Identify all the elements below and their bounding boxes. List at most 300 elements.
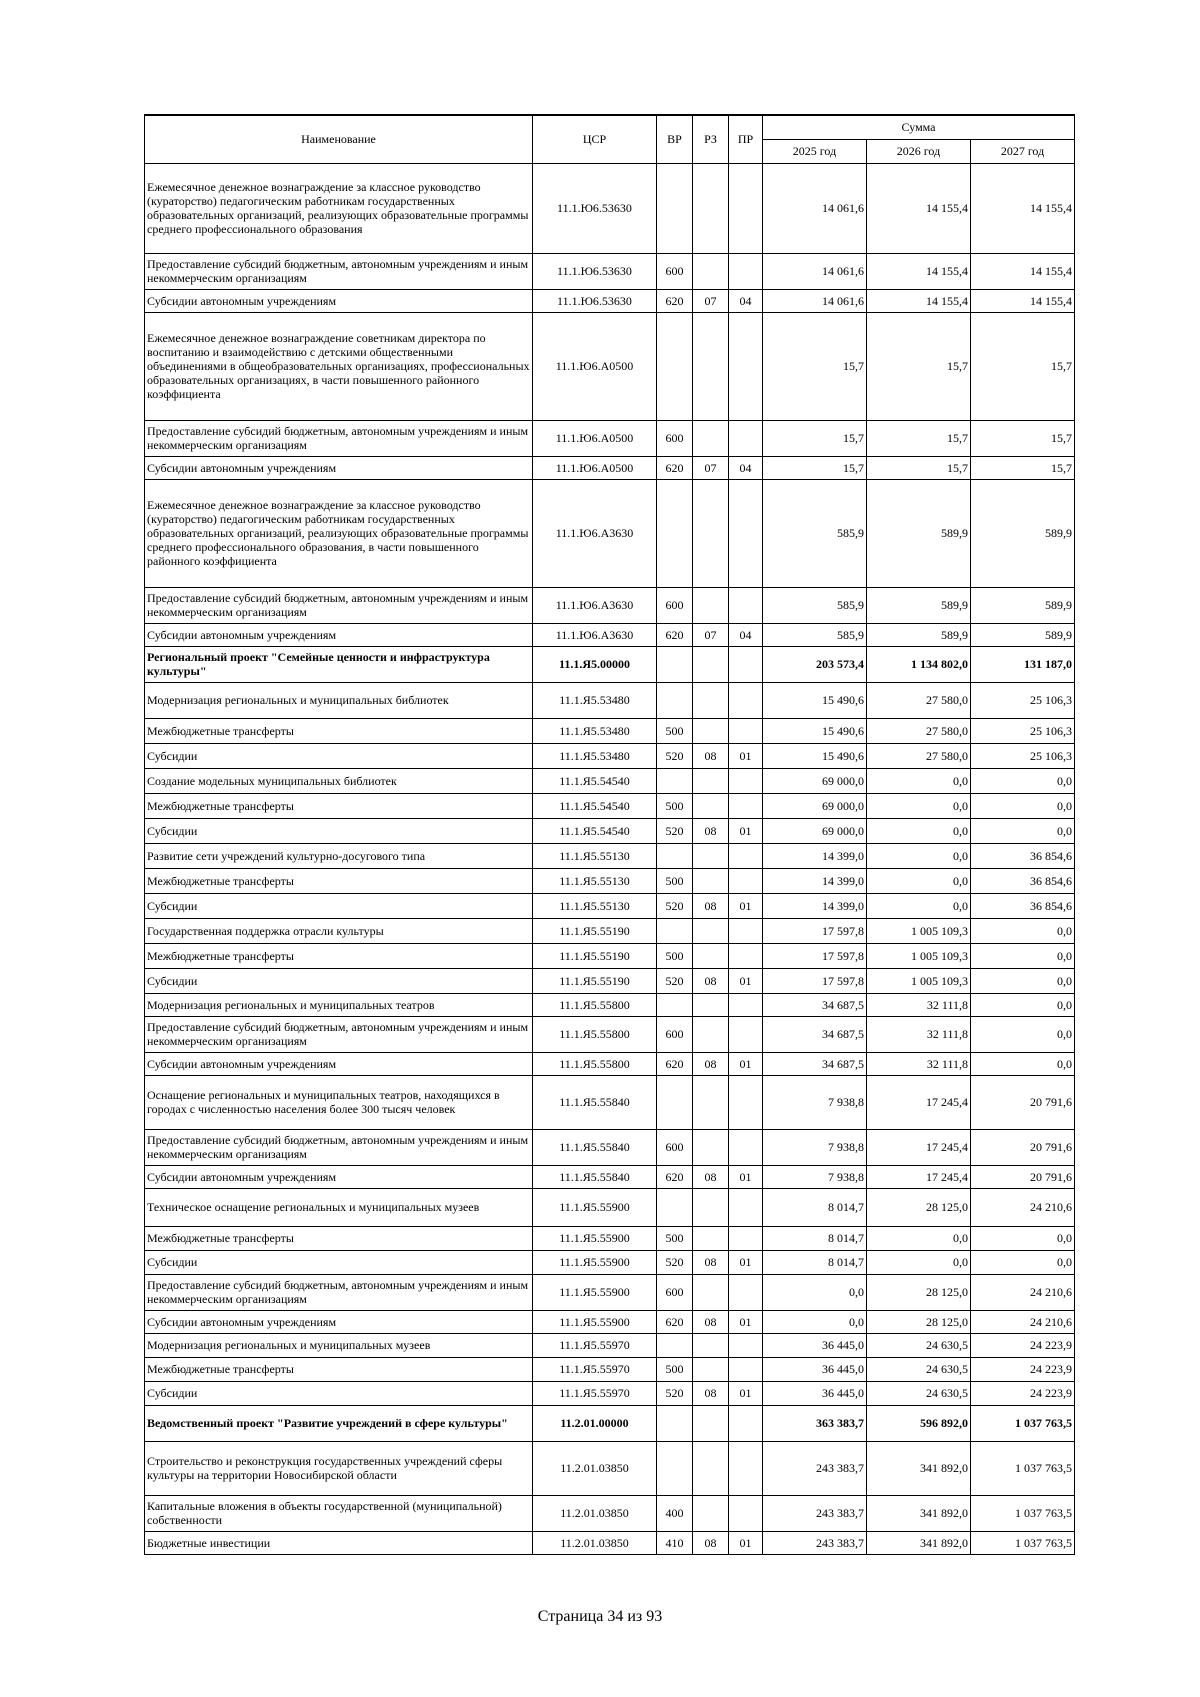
cell-vr xyxy=(657,312,693,420)
cell-2026: 589,9 xyxy=(867,479,971,587)
cell-pr: 04 xyxy=(729,623,763,646)
cell-2026: 0,0 xyxy=(867,1250,971,1274)
cell-csr: 11.1.Я5.54540 xyxy=(533,818,657,843)
table-row xyxy=(145,1333,1075,1357)
cell-vr xyxy=(657,479,693,587)
cell-pr: 01 xyxy=(729,1250,763,1274)
cell-2026: 15,7 xyxy=(867,312,971,420)
cell-name: Межбюджетные трансферты xyxy=(145,793,533,818)
cell-name: Субсидии автономным учреждениям xyxy=(145,289,533,312)
cell-pr xyxy=(729,1333,763,1357)
budget-table xyxy=(144,114,1075,1555)
cell-rz: 07 xyxy=(693,289,729,312)
cell-2026: 341 892,0 xyxy=(867,1531,971,1554)
table-row xyxy=(145,1357,1075,1381)
cell-2027: 0,0 xyxy=(971,993,1075,1016)
cell-2025: 585,9 xyxy=(763,479,867,587)
table-row xyxy=(145,718,1075,743)
cell-2027: 14 155,4 xyxy=(971,163,1075,253)
cell-rz xyxy=(693,587,729,623)
cell-2026: 17 245,4 xyxy=(867,1165,971,1188)
cell-pr xyxy=(729,1495,763,1531)
cell-2027: 0,0 xyxy=(971,818,1075,843)
cell-vr xyxy=(657,163,693,253)
cell-rz: 08 xyxy=(693,743,729,768)
cell-vr: 410 xyxy=(657,1531,693,1554)
table-row xyxy=(145,253,1075,289)
cell-vr: 600 xyxy=(657,1274,693,1310)
cell-rz xyxy=(693,479,729,587)
cell-2025: 15,7 xyxy=(763,420,867,456)
cell-csr: 11.1.Я5.53480 xyxy=(533,743,657,768)
cell-2025: 7 938,8 xyxy=(763,1075,867,1129)
cell-2025: 243 383,7 xyxy=(763,1441,867,1495)
cell-vr: 600 xyxy=(657,1016,693,1052)
cell-name: Модернизация региональных и муниципальных театров xyxy=(145,993,533,1016)
cell-2027: 0,0 xyxy=(971,793,1075,818)
cell-csr: 11.1.Я5.53480 xyxy=(533,718,657,743)
page-number: Страница 34 из 93 xyxy=(537,1608,663,1625)
cell-rz xyxy=(693,646,729,682)
cell-2027: 589,9 xyxy=(971,587,1075,623)
cell-rz xyxy=(693,868,729,893)
cell-2026: 1 005 109,3 xyxy=(867,968,971,993)
cell-vr: 620 xyxy=(657,456,693,479)
cell-csr: 11.1.Я5.55800 xyxy=(533,993,657,1016)
cell-vr xyxy=(657,768,693,793)
cell-2027: 36 854,6 xyxy=(971,893,1075,918)
cell-2025: 17 597,8 xyxy=(763,968,867,993)
cell-vr: 500 xyxy=(657,1226,693,1250)
cell-2027: 20 791,6 xyxy=(971,1165,1075,1188)
cell-name: Субсидии автономным учреждениям xyxy=(145,1310,533,1333)
cell-csr: 11.1.Я5.55840 xyxy=(533,1129,657,1165)
header-year-2026: 2026 год xyxy=(867,139,971,163)
cell-2027: 24 210,6 xyxy=(971,1310,1075,1333)
cell-csr: 11.1.Я5.55900 xyxy=(533,1188,657,1226)
table-row xyxy=(145,743,1075,768)
cell-pr xyxy=(729,1075,763,1129)
cell-2027: 131 187,0 xyxy=(971,646,1075,682)
cell-2025: 14 399,0 xyxy=(763,868,867,893)
cell-2026: 27 580,0 xyxy=(867,718,971,743)
cell-2027: 0,0 xyxy=(971,1052,1075,1075)
header-year-2027: 2027 год xyxy=(971,139,1075,163)
cell-2027: 20 791,6 xyxy=(971,1075,1075,1129)
table-row xyxy=(145,163,1075,253)
cell-csr: 11.1.Ю6.А3630 xyxy=(533,623,657,646)
cell-2025: 34 687,5 xyxy=(763,1016,867,1052)
cell-name: Модернизация региональных и муниципальных библиотек xyxy=(145,682,533,718)
table-row xyxy=(145,1188,1075,1226)
cell-2027: 0,0 xyxy=(971,1016,1075,1052)
cell-vr: 520 xyxy=(657,893,693,918)
cell-pr xyxy=(729,1357,763,1381)
cell-rz xyxy=(693,163,729,253)
cell-2027: 24 223,9 xyxy=(971,1333,1075,1357)
cell-pr xyxy=(729,868,763,893)
cell-pr xyxy=(729,1226,763,1250)
cell-2026: 596 892,0 xyxy=(867,1405,971,1441)
cell-2026: 341 892,0 xyxy=(867,1495,971,1531)
cell-rz: 08 xyxy=(693,1250,729,1274)
cell-name: Ежемесячное денежное вознаграждение за классное руководство (кураторство) педагогическим работникам государственных образовательных организаций, реализующих образовательные программы среднего профессионального образования xyxy=(145,163,533,253)
cell-2027: 24 210,6 xyxy=(971,1188,1075,1226)
cell-2025: 14 061,6 xyxy=(763,253,867,289)
cell-2027: 0,0 xyxy=(971,768,1075,793)
cell-vr: 600 xyxy=(657,587,693,623)
cell-csr: 11.1.Ю6.А0500 xyxy=(533,312,657,420)
cell-2026: 27 580,0 xyxy=(867,682,971,718)
cell-2025: 585,9 xyxy=(763,623,867,646)
cell-name: Субсидии xyxy=(145,743,533,768)
cell-2026: 14 155,4 xyxy=(867,163,971,253)
cell-name: Предоставление субсидий бюджетным, автономным учреждениям и иным некоммерческим организациям xyxy=(145,420,533,456)
cell-rz xyxy=(693,768,729,793)
cell-2026: 15,7 xyxy=(867,420,971,456)
cell-name: Межбюджетные трансферты xyxy=(145,1357,533,1381)
cell-2025: 0,0 xyxy=(763,1274,867,1310)
cell-csr: 11.2.01.03850 xyxy=(533,1531,657,1554)
cell-rz: 08 xyxy=(693,1310,729,1333)
cell-csr: 11.1.Я5.54540 xyxy=(533,793,657,818)
table-row xyxy=(145,1310,1075,1333)
cell-rz: 08 xyxy=(693,1381,729,1405)
cell-2027: 25 106,3 xyxy=(971,743,1075,768)
cell-2027: 589,9 xyxy=(971,479,1075,587)
cell-rz: 08 xyxy=(693,968,729,993)
cell-pr xyxy=(729,918,763,943)
cell-pr xyxy=(729,1274,763,1310)
cell-2026: 1 005 109,3 xyxy=(867,918,971,943)
cell-2025: 7 938,8 xyxy=(763,1129,867,1165)
cell-csr: 11.1.Я5.55190 xyxy=(533,943,657,968)
header-csr: ЦСР xyxy=(533,115,657,163)
cell-vr xyxy=(657,1441,693,1495)
cell-vr xyxy=(657,682,693,718)
cell-vr xyxy=(657,1075,693,1129)
table-row xyxy=(145,1226,1075,1250)
cell-vr: 620 xyxy=(657,1052,693,1075)
cell-2027: 25 106,3 xyxy=(971,682,1075,718)
cell-vr: 520 xyxy=(657,1250,693,1274)
cell-csr: 11.1.Ю6.А0500 xyxy=(533,456,657,479)
table-row xyxy=(145,943,1075,968)
cell-pr: 01 xyxy=(729,1052,763,1075)
cell-name: Техническое оснащение региональных и муниципальных музеев xyxy=(145,1188,533,1226)
cell-name: Предоставление субсидий бюджетным, автономным учреждениям и иным некоммерческим организациям xyxy=(145,253,533,289)
cell-2026: 28 125,0 xyxy=(867,1310,971,1333)
cell-2027: 15,7 xyxy=(971,456,1075,479)
header-vr: ВР xyxy=(657,115,693,163)
cell-vr xyxy=(657,918,693,943)
cell-rz: 08 xyxy=(693,893,729,918)
cell-vr xyxy=(657,843,693,868)
cell-2025: 34 687,5 xyxy=(763,1052,867,1075)
cell-rz xyxy=(693,918,729,943)
table-row xyxy=(145,479,1075,587)
cell-2027: 1 037 763,5 xyxy=(971,1441,1075,1495)
cell-2026: 32 111,8 xyxy=(867,1016,971,1052)
cell-pr: 01 xyxy=(729,1310,763,1333)
cell-vr: 500 xyxy=(657,868,693,893)
cell-2025: 14 399,0 xyxy=(763,893,867,918)
cell-rz xyxy=(693,1495,729,1531)
cell-csr: 11.1.Ю6.53630 xyxy=(533,163,657,253)
cell-name: Ведомственный проект "Развитие учреждений в сфере культуры" xyxy=(145,1405,533,1441)
cell-pr xyxy=(729,1188,763,1226)
table-row xyxy=(145,1405,1075,1441)
cell-csr: 11.2.01.03850 xyxy=(533,1441,657,1495)
cell-2025: 8 014,7 xyxy=(763,1250,867,1274)
cell-rz xyxy=(693,718,729,743)
cell-2027: 0,0 xyxy=(971,943,1075,968)
cell-2025: 8 014,7 xyxy=(763,1226,867,1250)
cell-name: Предоставление субсидий бюджетным, автономным учреждениям и иным некоммерческим организациям xyxy=(145,587,533,623)
cell-pr xyxy=(729,479,763,587)
cell-2025: 243 383,7 xyxy=(763,1531,867,1554)
cell-name: Субсидии xyxy=(145,1250,533,1274)
cell-vr: 520 xyxy=(657,968,693,993)
cell-2026: 341 892,0 xyxy=(867,1441,971,1495)
table-row xyxy=(145,893,1075,918)
cell-name: Субсидии автономным учреждениям xyxy=(145,456,533,479)
table-row xyxy=(145,993,1075,1016)
cell-name: Субсидии xyxy=(145,968,533,993)
cell-pr xyxy=(729,1016,763,1052)
cell-pr xyxy=(729,1405,763,1441)
cell-pr xyxy=(729,420,763,456)
cell-rz xyxy=(693,943,729,968)
cell-csr: 11.1.Ю6.А3630 xyxy=(533,587,657,623)
cell-2027: 0,0 xyxy=(971,1250,1075,1274)
table-row xyxy=(145,587,1075,623)
cell-2027: 0,0 xyxy=(971,1226,1075,1250)
table-row xyxy=(145,968,1075,993)
cell-vr: 620 xyxy=(657,623,693,646)
cell-2027: 36 854,6 xyxy=(971,868,1075,893)
cell-rz: 08 xyxy=(693,1531,729,1554)
cell-csr: 11.1.Ю6.А0500 xyxy=(533,420,657,456)
table-row xyxy=(145,818,1075,843)
cell-vr: 520 xyxy=(657,818,693,843)
header-pr: ПР xyxy=(729,115,763,163)
cell-2025: 36 445,0 xyxy=(763,1381,867,1405)
cell-2025: 15,7 xyxy=(763,456,867,479)
cell-vr: 520 xyxy=(657,1381,693,1405)
cell-rz xyxy=(693,793,729,818)
cell-csr: 11.1.Я5.55840 xyxy=(533,1075,657,1129)
cell-2027: 1 037 763,5 xyxy=(971,1531,1075,1554)
table-row xyxy=(145,843,1075,868)
cell-pr xyxy=(729,843,763,868)
cell-vr: 520 xyxy=(657,743,693,768)
cell-vr xyxy=(657,646,693,682)
table-body xyxy=(145,163,1075,1554)
cell-rz xyxy=(693,1075,729,1129)
cell-csr: 11.1.Я5.55130 xyxy=(533,843,657,868)
header-year-2025: 2025 год xyxy=(763,139,867,163)
cell-vr xyxy=(657,1188,693,1226)
cell-vr: 500 xyxy=(657,943,693,968)
cell-name: Ежемесячное денежное вознаграждение советникам директора по воспитанию и взаимодействию с детскими общественными объединениями в общеобразовательных организациях, профессиональных образовательных организациях, в части повышенного районного коэффициента xyxy=(145,312,533,420)
cell-rz xyxy=(693,1274,729,1310)
cell-pr: 04 xyxy=(729,289,763,312)
cell-2027: 0,0 xyxy=(971,968,1075,993)
table-row xyxy=(145,868,1075,893)
cell-rz xyxy=(693,1016,729,1052)
cell-2025: 14 399,0 xyxy=(763,843,867,868)
cell-pr xyxy=(729,1129,763,1165)
table-row xyxy=(145,456,1075,479)
cell-2025: 17 597,8 xyxy=(763,943,867,968)
table-row xyxy=(145,1129,1075,1165)
table-row xyxy=(145,1495,1075,1531)
cell-csr: 11.1.Я5.55190 xyxy=(533,918,657,943)
cell-rz xyxy=(693,843,729,868)
cell-2027: 36 854,6 xyxy=(971,843,1075,868)
cell-2026: 14 155,4 xyxy=(867,289,971,312)
cell-2025: 69 000,0 xyxy=(763,818,867,843)
table-row xyxy=(145,289,1075,312)
cell-csr: 11.1.Я5.55130 xyxy=(533,868,657,893)
cell-rz xyxy=(693,682,729,718)
cell-rz: 08 xyxy=(693,1165,729,1188)
cell-vr: 600 xyxy=(657,253,693,289)
table-row xyxy=(145,1016,1075,1052)
cell-2027: 0,0 xyxy=(971,918,1075,943)
cell-pr xyxy=(729,587,763,623)
cell-vr: 500 xyxy=(657,718,693,743)
cell-2026: 17 245,4 xyxy=(867,1075,971,1129)
table-row xyxy=(145,1052,1075,1075)
table-row xyxy=(145,1531,1075,1554)
cell-csr: 11.2.01.00000 xyxy=(533,1405,657,1441)
cell-2025: 15 490,6 xyxy=(763,718,867,743)
cell-2025: 69 000,0 xyxy=(763,793,867,818)
cell-vr: 500 xyxy=(657,1357,693,1381)
table-row xyxy=(145,768,1075,793)
cell-csr: 11.1.Я5.55970 xyxy=(533,1357,657,1381)
cell-2025: 69 000,0 xyxy=(763,768,867,793)
cell-name: Субсидии xyxy=(145,1381,533,1405)
cell-2026: 0,0 xyxy=(867,768,971,793)
cell-name: Межбюджетные трансферты xyxy=(145,1226,533,1250)
table-row xyxy=(145,1165,1075,1188)
cell-2026: 32 111,8 xyxy=(867,1052,971,1075)
cell-2026: 0,0 xyxy=(867,893,971,918)
cell-vr xyxy=(657,1405,693,1441)
cell-vr: 500 xyxy=(657,793,693,818)
cell-2027: 589,9 xyxy=(971,623,1075,646)
cell-pr: 01 xyxy=(729,743,763,768)
cell-csr: 11.1.Ю6.53630 xyxy=(533,289,657,312)
cell-pr xyxy=(729,1441,763,1495)
cell-name: Создание модельных муниципальных библиотек xyxy=(145,768,533,793)
table-row xyxy=(145,623,1075,646)
cell-2025: 17 597,8 xyxy=(763,918,867,943)
cell-rz: 07 xyxy=(693,623,729,646)
cell-rz xyxy=(693,1333,729,1357)
cell-name: Бюджетные инвестиции xyxy=(145,1531,533,1554)
cell-name: Государственная поддержка отрасли культуры xyxy=(145,918,533,943)
cell-2026: 32 111,8 xyxy=(867,993,971,1016)
cell-2025: 203 573,4 xyxy=(763,646,867,682)
cell-pr xyxy=(729,163,763,253)
cell-name: Модернизация региональных и муниципальных музеев xyxy=(145,1333,533,1357)
cell-pr xyxy=(729,993,763,1016)
cell-2027: 24 210,6 xyxy=(971,1274,1075,1310)
cell-rz xyxy=(693,1405,729,1441)
cell-2027: 15,7 xyxy=(971,420,1075,456)
cell-name: Капитальные вложения в объекты государственной (муниципальной) собственности xyxy=(145,1495,533,1531)
cell-2025: 363 383,7 xyxy=(763,1405,867,1441)
cell-vr: 620 xyxy=(657,1310,693,1333)
cell-2025: 7 938,8 xyxy=(763,1165,867,1188)
cell-2026: 1 005 109,3 xyxy=(867,943,971,968)
cell-name: Субсидии автономным учреждениям xyxy=(145,623,533,646)
cell-pr: 01 xyxy=(729,1381,763,1405)
cell-name: Субсидии xyxy=(145,893,533,918)
cell-2026: 0,0 xyxy=(867,868,971,893)
cell-pr xyxy=(729,253,763,289)
cell-name: Ежемесячное денежное вознаграждение за классное руководство (кураторство) педагогическим работникам государственных образовательных организаций, реализующих образовательные программы среднего профессионального образования, в части повышенного районного коэффициента xyxy=(145,479,533,587)
cell-2025: 36 445,0 xyxy=(763,1357,867,1381)
table-row xyxy=(145,1075,1075,1129)
cell-name: Субсидии xyxy=(145,818,533,843)
cell-2026: 15,7 xyxy=(867,456,971,479)
cell-vr: 600 xyxy=(657,420,693,456)
cell-vr xyxy=(657,1333,693,1357)
cell-rz xyxy=(693,312,729,420)
cell-2027: 1 037 763,5 xyxy=(971,1405,1075,1441)
cell-2026: 24 630,5 xyxy=(867,1333,971,1357)
cell-csr: 11.1.Ю6.53630 xyxy=(533,253,657,289)
cell-csr: 11.1.Ю6.А3630 xyxy=(533,479,657,587)
cell-pr xyxy=(729,682,763,718)
cell-rz: 07 xyxy=(693,456,729,479)
table-row xyxy=(145,312,1075,420)
cell-name: Оснащение региональных и муниципальных театров, находящихся в городах с численностью населения более 300 тысяч человек xyxy=(145,1075,533,1129)
cell-2026: 28 125,0 xyxy=(867,1274,971,1310)
cell-2025: 243 383,7 xyxy=(763,1495,867,1531)
cell-2026: 17 245,4 xyxy=(867,1129,971,1165)
cell-rz xyxy=(693,1188,729,1226)
cell-2027: 24 223,9 xyxy=(971,1381,1075,1405)
cell-rz: 08 xyxy=(693,818,729,843)
cell-rz xyxy=(693,1226,729,1250)
cell-pr xyxy=(729,793,763,818)
table-row xyxy=(145,1274,1075,1310)
table-row xyxy=(145,1381,1075,1405)
cell-name: Региональный проект "Семейные ценности и инфраструктура культуры" xyxy=(145,646,533,682)
cell-2027: 15,7 xyxy=(971,312,1075,420)
table-row xyxy=(145,918,1075,943)
cell-2026: 24 630,5 xyxy=(867,1357,971,1381)
cell-2026: 589,9 xyxy=(867,623,971,646)
cell-rz xyxy=(693,420,729,456)
cell-2025: 36 445,0 xyxy=(763,1333,867,1357)
cell-csr: 11.1.Я5.55970 xyxy=(533,1333,657,1357)
cell-2026: 589,9 xyxy=(867,587,971,623)
cell-csr: 11.1.Я5.55800 xyxy=(533,1052,657,1075)
cell-csr: 11.1.Я5.55900 xyxy=(533,1310,657,1333)
cell-vr: 400 xyxy=(657,1495,693,1531)
cell-2027: 14 155,4 xyxy=(971,289,1075,312)
cell-2025: 15 490,6 xyxy=(763,682,867,718)
cell-pr xyxy=(729,768,763,793)
cell-vr: 620 xyxy=(657,1165,693,1188)
